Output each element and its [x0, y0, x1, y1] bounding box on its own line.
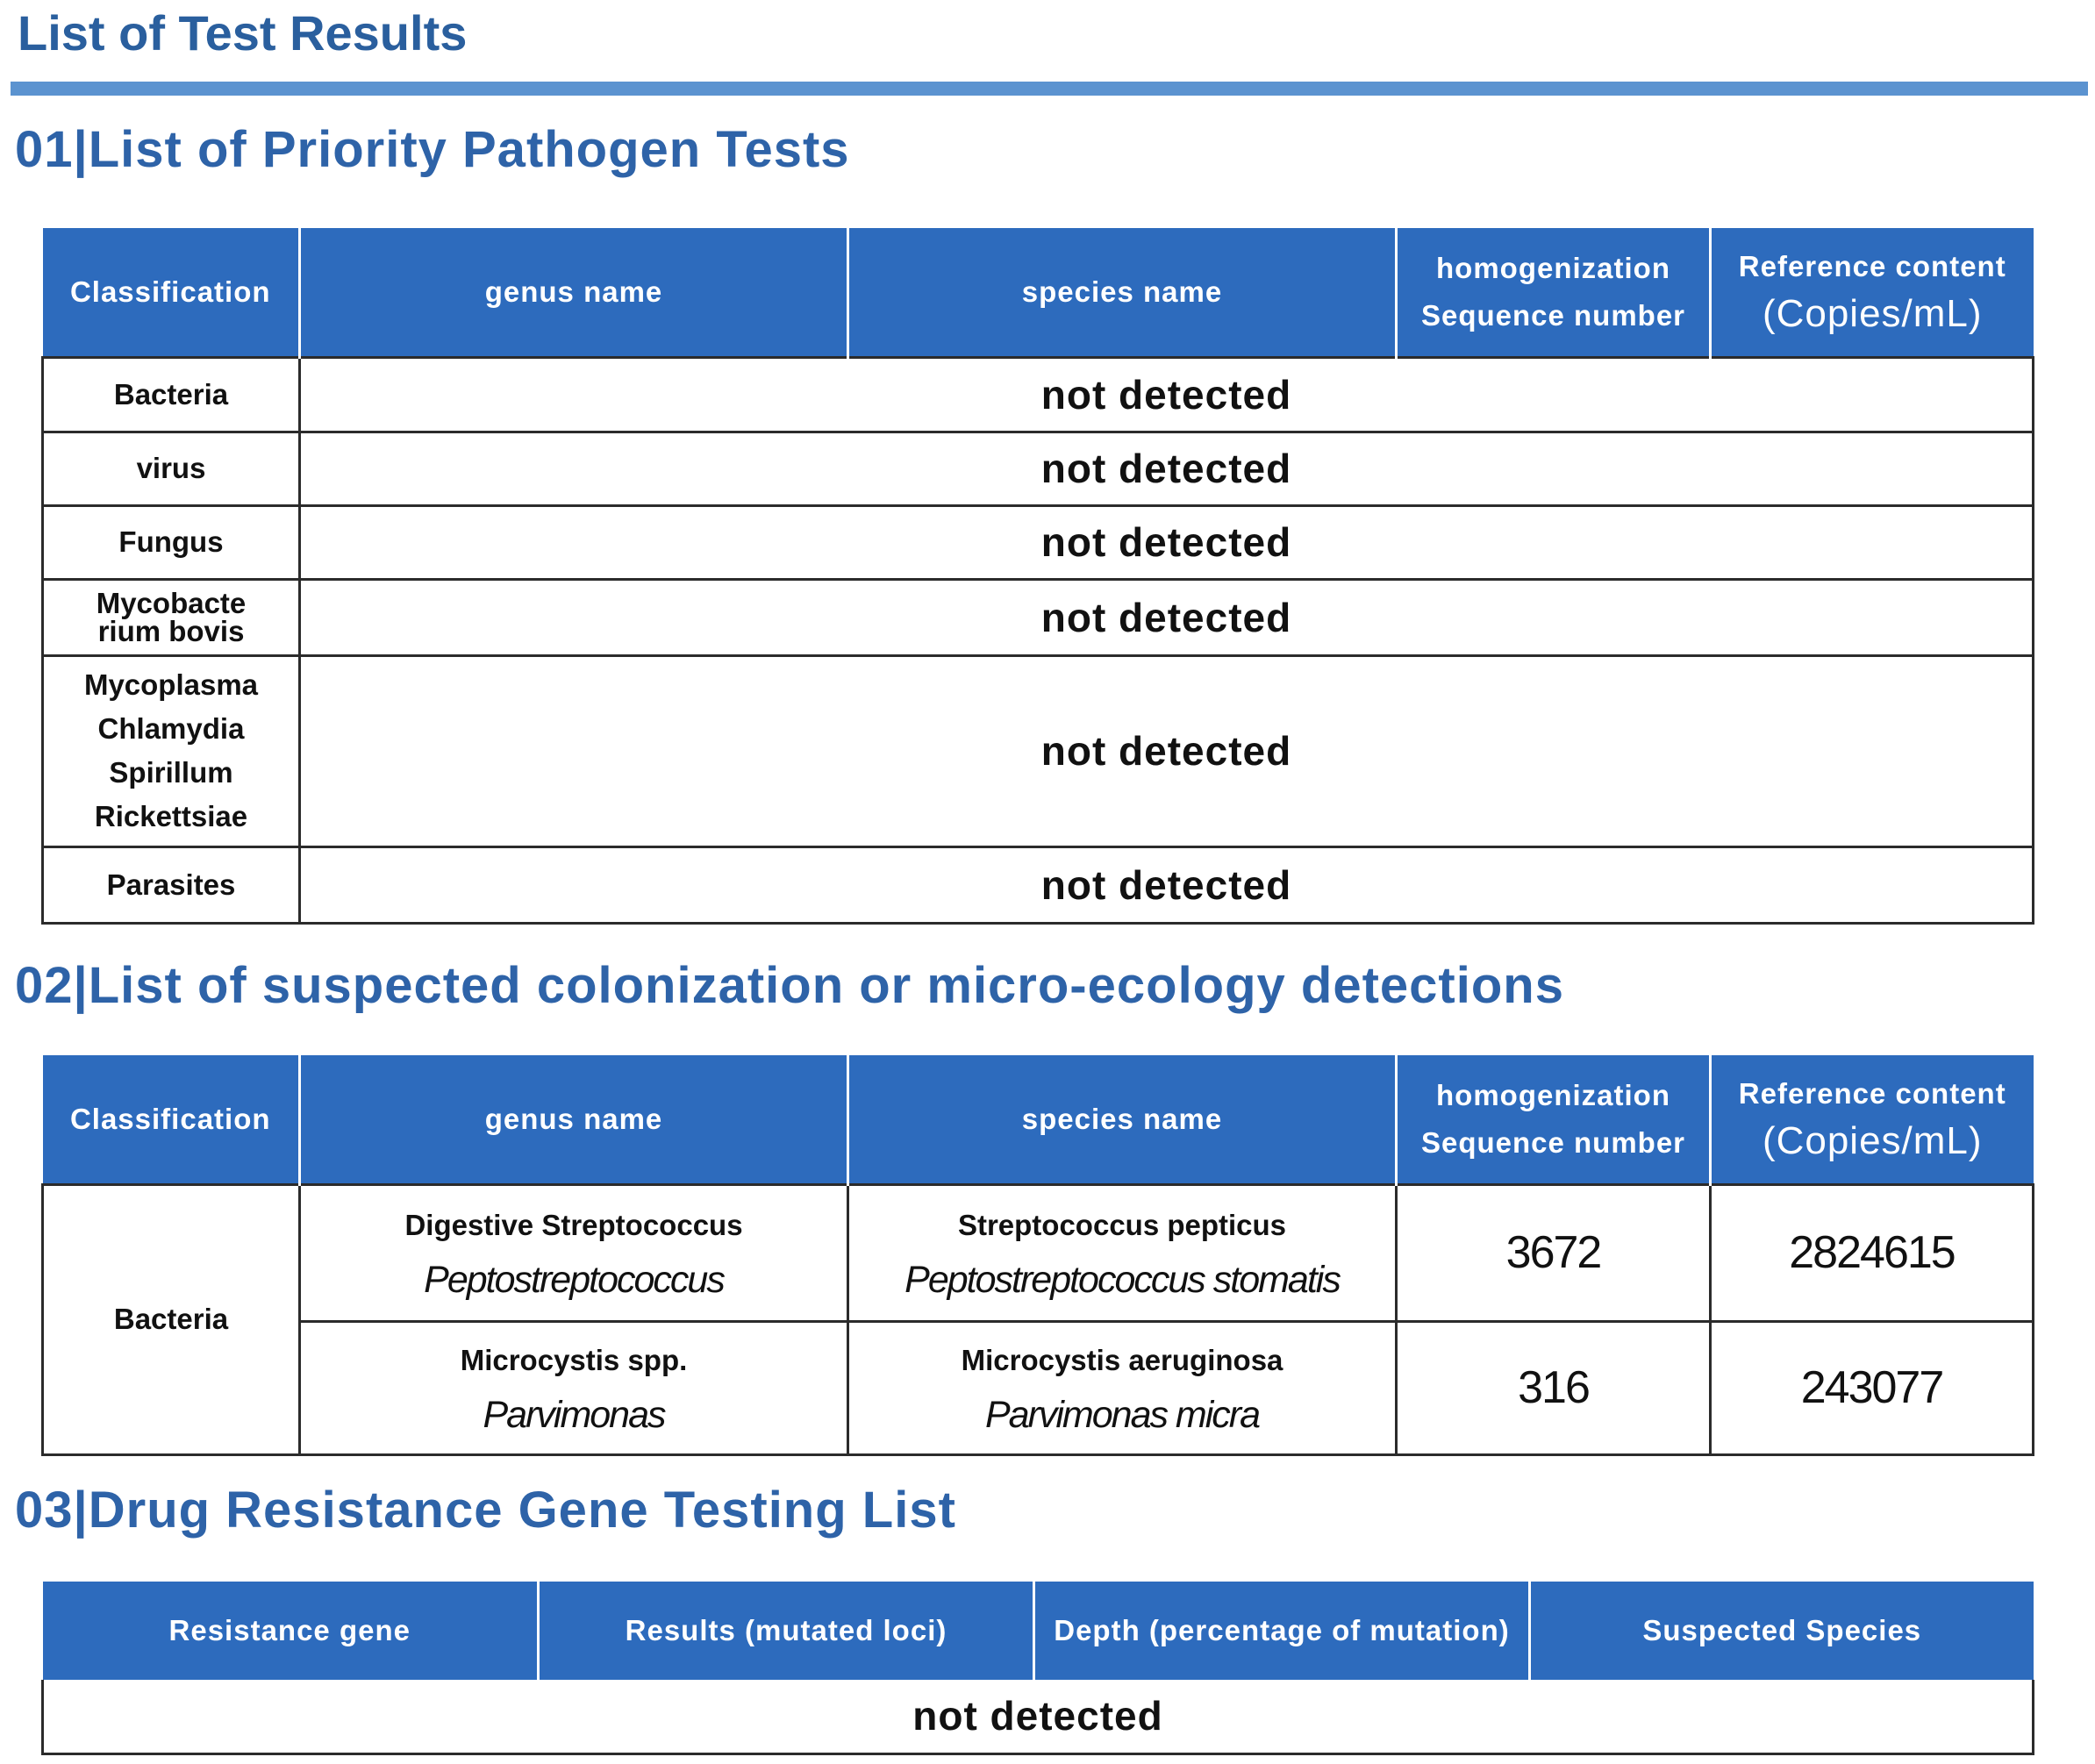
- result-cell: not detected: [300, 505, 2034, 579]
- header-suspected-species: Suspected Species: [1530, 1582, 2034, 1680]
- table-row: [43, 1321, 2034, 1454]
- header-species-name: species name: [848, 228, 1397, 357]
- colonization-table: [41, 1055, 2034, 1456]
- sequence-number-cell: 316: [1397, 1321, 1711, 1454]
- genus-cell: Digestive Streptococcus Peptostreptococcus: [300, 1184, 848, 1321]
- reference-content-cell: 2824615: [1711, 1184, 2034, 1321]
- classification-cell: virus: [43, 432, 300, 505]
- classification-cell: Mycoplasma Chlamydia Spirillum Rickettsiae: [43, 655, 300, 846]
- header-reference-content: Reference content (Copies/mL): [1711, 228, 2034, 357]
- classification-cell: Bacteria: [43, 357, 300, 432]
- header-reference-content: Reference content (Copies/mL): [1711, 1055, 2034, 1184]
- table-row: [43, 1680, 2034, 1753]
- header-sequence-number: homogenization Sequence number: [1397, 228, 1711, 357]
- section-03-title: 03|Drug Resistance Gene Testing List: [15, 1482, 956, 1539]
- header-classification: Classification: [43, 1055, 300, 1184]
- table-row: [43, 846, 2034, 923]
- header-sequence-number: homogenization Sequence number: [1397, 1055, 1711, 1184]
- species-cell: Streptococcus pepticus Peptostreptococcus stomatis: [848, 1184, 1397, 1321]
- table-header-row: [43, 1582, 2034, 1680]
- table-row: [43, 505, 2034, 579]
- table-header-row: [43, 1055, 2034, 1184]
- result-cell: not detected: [300, 655, 2034, 846]
- table-header-row: [43, 228, 2034, 357]
- table-row: [43, 579, 2034, 655]
- section-02-title: 02|List of suspected colonization or micro-ecology detections: [15, 957, 1564, 1014]
- reference-content-cell: 243077: [1711, 1321, 2034, 1454]
- result-cell: not detected: [300, 357, 2034, 432]
- section-01-title: 01|List of Priority Pathogen Tests: [15, 121, 850, 178]
- header-resistance-gene: Resistance gene: [43, 1582, 539, 1680]
- result-cell: not detected: [300, 846, 2034, 923]
- result-cell: not detected: [300, 579, 2034, 655]
- title-divider: [11, 82, 2088, 96]
- resistance-gene-table: [41, 1582, 2034, 1755]
- header-species-name: species name: [848, 1055, 1397, 1184]
- classification-cell: Bacteria: [43, 1184, 300, 1454]
- classification-cell: Fungus: [43, 505, 300, 579]
- priority-pathogen-table: [41, 228, 2034, 925]
- header-genus-name: genus name: [300, 1055, 848, 1184]
- table-row: [43, 1184, 2034, 1321]
- table-row: [43, 432, 2034, 505]
- page-title: List of Test Results: [18, 5, 468, 61]
- classification-cell: Mycobacte rium bovis: [43, 579, 300, 655]
- table-row: [43, 357, 2034, 432]
- result-cell: not detected: [300, 432, 2034, 505]
- header-classification: Classification: [43, 228, 300, 357]
- species-cell: Microcystis aeruginosa Parvimonas micra: [848, 1321, 1397, 1454]
- header-results: Results (mutated loci): [539, 1582, 1034, 1680]
- header-depth: Depth (percentage of mutation): [1034, 1582, 1530, 1680]
- classification-cell: Parasites: [43, 846, 300, 923]
- header-genus-name: genus name: [300, 228, 848, 357]
- result-cell: not detected: [43, 1680, 2034, 1753]
- table-row: [43, 655, 2034, 846]
- sequence-number-cell: 3672: [1397, 1184, 1711, 1321]
- genus-cell: Microcystis spp. Parvimonas: [300, 1321, 848, 1454]
